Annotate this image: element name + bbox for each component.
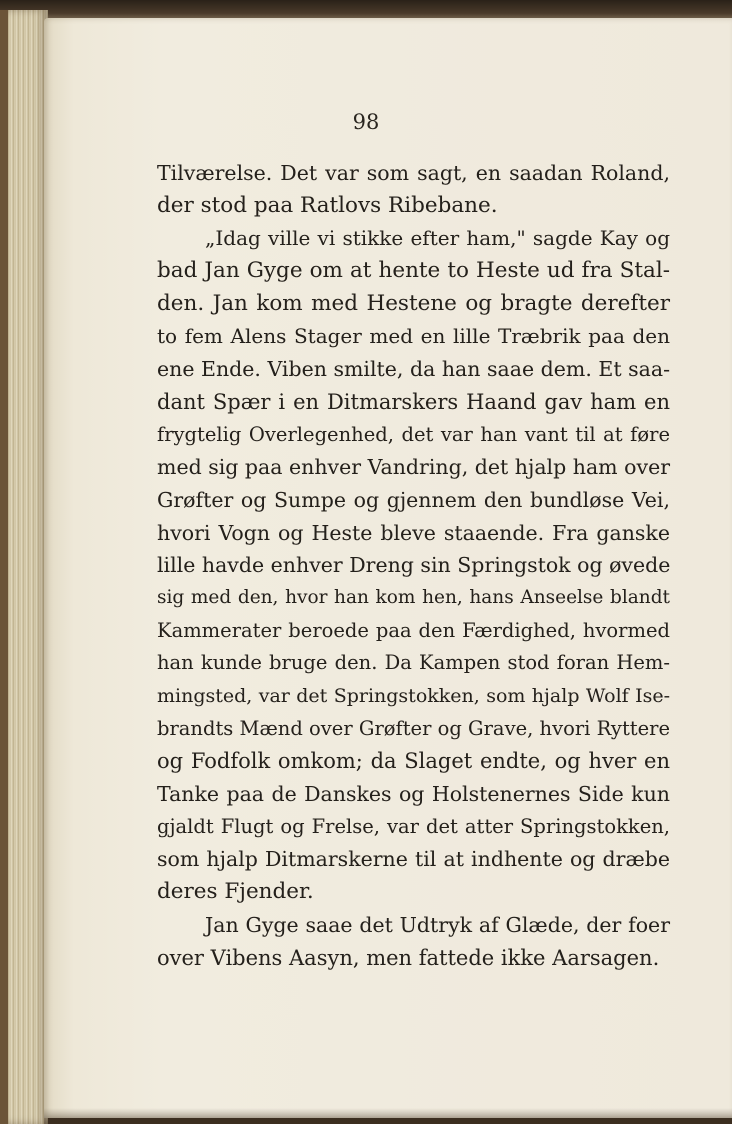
text-line: lille havde enhver Dreng sin Springstok og øvede: [157, 553, 671, 578]
text-line: Grøfter og Sumpe og gjennem den bundløse Vei,: [157, 487, 670, 512]
text-line: Tilværelse. Det var som sagt, en saadan Roland,: [157, 161, 670, 185]
text-line: den. Jan kom med Hestene og bragte derefter: [157, 290, 670, 316]
text-line: over Vibens Aasyn, men fattede ikke Aarsagen.: [157, 945, 660, 970]
page-bottom-shadow: [44, 1108, 732, 1124]
book-cover-edge: [0, 10, 8, 1124]
text-line: der stod paa Ratlovs Ribebane.: [157, 192, 498, 218]
page-number: 98: [352, 110, 380, 134]
text-line: mingsted, var det Springstokken, som hjalp Wolf Ise-: [157, 685, 670, 707]
text-line: bad Jan Gyge om at hente to Heste ud fra Stal-: [157, 258, 670, 284]
text-line: dant Spær i en Ditmarskers Haand gav ham en: [157, 389, 670, 414]
text-line: sig med den, hvor han kom hen, hans Anseelse blandt: [157, 586, 670, 608]
text-line: Tanke paa de Danskes og Holstenernes Side kun: [157, 782, 670, 807]
body-text: [157, 157, 670, 974]
text-line: to fem Alens Stager med en lille Træbrik paa den: [157, 324, 670, 349]
text-line: gjaldt Flugt og Frelse, var det atter Springstokken,: [157, 814, 670, 838]
text-line: deres Fjender.: [157, 879, 314, 905]
text-line: med sig paa enhver Vandring, det hjalp ham over: [157, 455, 670, 480]
text-line: ene Ende. Viben smilte, da han saae dem. Et saa-: [157, 357, 670, 382]
text-line: „Idag ville vi stikke efter ham," sagde Kay og: [205, 226, 670, 251]
text-line: som hjalp Ditmarskerne til at indhente og dræbe: [157, 847, 670, 872]
text-line: hvori Vogn og Heste bleve staaende. Fra ganske: [157, 520, 670, 545]
text-line: brandts Mænd over Grøfter og Grave, hvori Ryttere: [157, 716, 671, 740]
text-line: frygtelig Overlegenhed, det var han vant til at føre: [157, 422, 670, 446]
text-line: han kunde bruge den. Da Kampen stod foran Hem-: [157, 651, 670, 675]
text-line: Kammerater beroede paa den Færdighed, hvormed: [157, 618, 670, 642]
text-line: og Fodfolk omkom; da Slaget endte, og hver en: [157, 749, 670, 774]
text-line: Jan Gyge saae det Udtryk af Glæde, der foer: [205, 912, 670, 937]
